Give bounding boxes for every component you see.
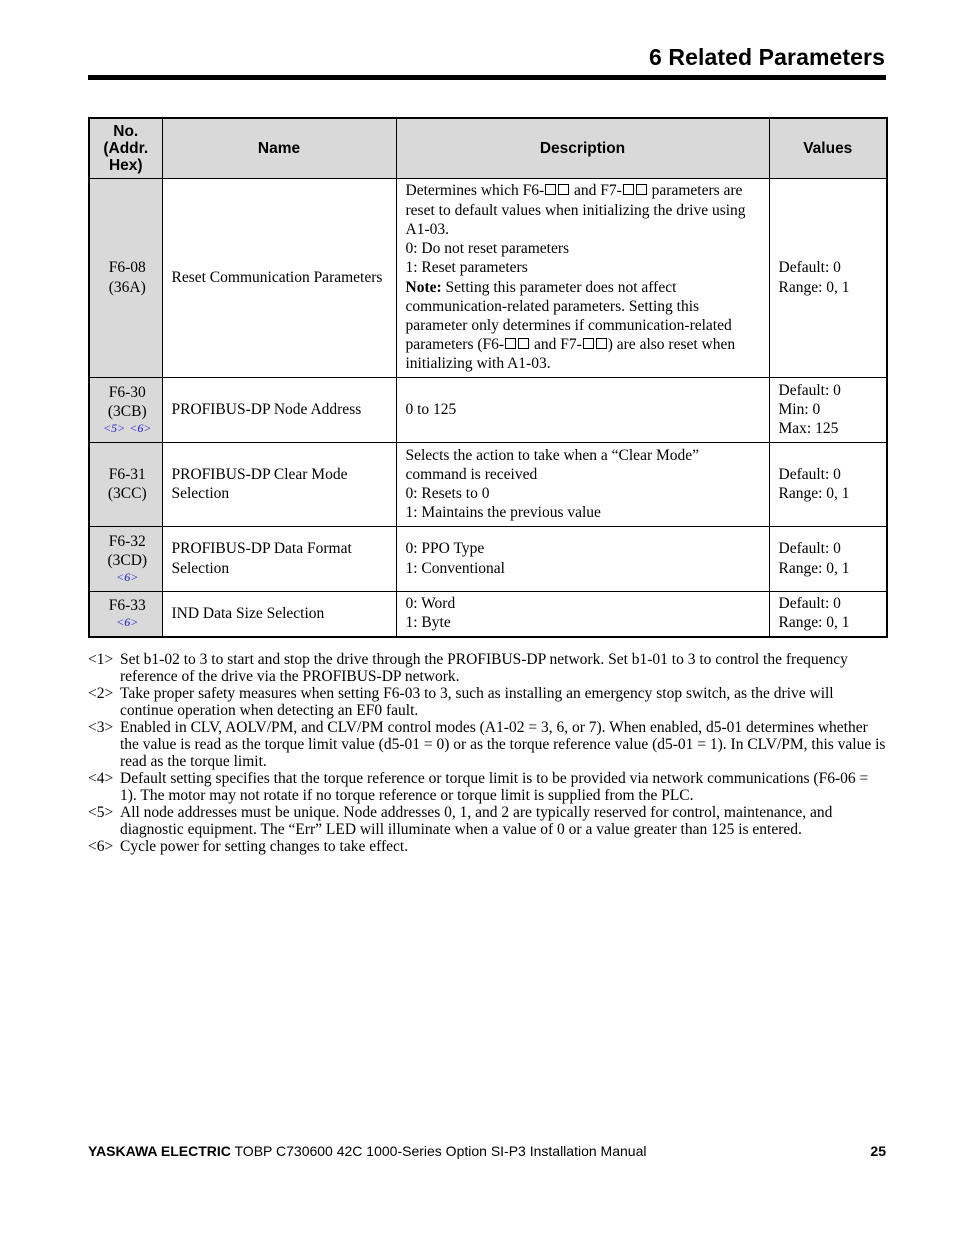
footnote-mark: <1> (88, 651, 114, 668)
value-line: Range: 0, 1 (778, 278, 850, 296)
param-values (769, 527, 887, 592)
description-line: 1: Reset parameters (405, 259, 528, 277)
param-address: (3CC) (107, 485, 147, 502)
placeholder-box-icon (623, 184, 634, 195)
col-header-no (89, 118, 162, 179)
description-text: Setting this parameter does not affect communication-related parameters. Setting this parameter only determines if communication-related parameters (F6- (405, 278, 732, 354)
table-row (89, 179, 887, 378)
value-line: Default: 0 (778, 381, 841, 399)
param-name: IND Data Size Selection (162, 592, 396, 637)
param-number: F6-32 (108, 532, 146, 550)
description-text: and F7- (570, 182, 622, 200)
footnote-item (88, 719, 888, 770)
footnote-item (88, 770, 888, 804)
value-line: Range: 0, 1 (778, 614, 850, 632)
parameter-table (88, 117, 888, 638)
footnotes (88, 651, 888, 855)
page-footer (88, 1143, 886, 1159)
footnote-refs (99, 570, 156, 585)
table-header-row (89, 118, 887, 179)
footnote-mark: <5> (88, 804, 114, 821)
description-line: 1: Conventional (405, 559, 505, 577)
footnote-ref-link[interactable]: <6> (116, 615, 139, 630)
table-row (89, 527, 887, 592)
footnote-text: Cycle power for setting changes to take effect. (120, 838, 409, 855)
param-address: (3CD) (107, 552, 148, 569)
param-values (769, 179, 887, 378)
footnote-item (88, 685, 888, 719)
description-text: ) are also reset when initializing with A1-03. (405, 336, 736, 373)
footnote-text: Take proper safety measures when setting F6-03 to 3, such as installing an emergency stop switch, as the drive will continue operation when detecting an EF0 fault. (120, 685, 834, 719)
footnote-mark: <2> (88, 685, 114, 702)
footnote-mark: <4> (88, 770, 114, 787)
description-line: 0: Word (405, 595, 456, 613)
footnote-ref-link[interactable]: <5> (103, 421, 126, 436)
section-title: 6 Related Parameters (649, 44, 885, 70)
param-description (396, 378, 769, 443)
footnote-item (88, 804, 888, 838)
placeholder-box-icon (505, 338, 516, 349)
param-name: PROFIBUS-DP Data Format Selection (162, 527, 396, 592)
description-line: 0: Resets to 0 (405, 485, 490, 502)
param-number-cell (89, 527, 162, 592)
param-description (396, 179, 769, 378)
footnote-text: Set b1-02 to 3 to start and stop the drive through the PROFIBUS-DP network. Set b1-01 to 3 to control the frequency reference of the drive via the PROFIBUS-DP network. (120, 651, 848, 685)
param-values (769, 592, 887, 637)
footer-manual-name: TOBP C730600 42C 1000-Series Option SI-P3 Installation Manual (230, 1143, 647, 1159)
placeholder-box-icon (596, 338, 607, 349)
table-row (89, 378, 887, 443)
col-header-no-line1: No. (113, 123, 139, 140)
description-line: 0: PPO Type (405, 540, 485, 558)
placeholder-box-icon (583, 338, 594, 349)
param-address: (3CB) (107, 403, 147, 420)
value-line: Default: 0 (778, 259, 841, 277)
footnote-ref-link[interactable]: <6> (129, 421, 152, 436)
footnote-refs (99, 615, 156, 630)
param-number-cell (89, 443, 162, 527)
param-description (396, 527, 769, 592)
param-description (396, 443, 769, 527)
footnote-text: Enabled in CLV, AOLV/PM, and CLV/PM control modes (A1-02 = 3, 6, or 7). When enabled, d5-01 determines whether the value is read as the torque limit value (d5-01 = 0) or as the torque reference value (d5-01 = 1). In CLV/PM, this value is read as the torque limit. (120, 719, 886, 770)
param-name: PROFIBUS-DP Node Address (162, 378, 396, 443)
param-description (396, 592, 769, 637)
table-row (89, 592, 887, 637)
param-address: (36A) (108, 278, 146, 296)
placeholder-box-icon (518, 338, 529, 349)
value-line: Default: 0 (778, 595, 841, 613)
footer-manual-title (88, 1143, 646, 1159)
footnote-item (88, 651, 888, 685)
footnote-item (88, 838, 888, 855)
footnote-refs (99, 421, 156, 436)
page-number: 25 (870, 1143, 886, 1159)
description-line: 1: Maintains the previous value (405, 504, 601, 522)
table-row (89, 443, 887, 527)
footnote-mark: <6> (88, 838, 114, 855)
note-label: Note: (405, 278, 442, 296)
description-line (406, 181, 763, 239)
param-number: F6-33 (108, 597, 146, 615)
description-line: Selects the action to take when a “Clear Mode” command is received (405, 446, 700, 483)
value-line: Max: 125 (778, 420, 839, 438)
placeholder-box-icon (545, 184, 556, 195)
param-number: F6-08 (108, 259, 146, 277)
footer-brand: YASKAWA ELECTRIC (88, 1143, 231, 1159)
param-values (769, 443, 887, 527)
placeholder-box-icon (636, 184, 647, 195)
header-rule (88, 75, 886, 80)
description-note (406, 278, 763, 374)
footnote-mark: <3> (88, 719, 114, 736)
value-line: Range: 0, 1 (778, 485, 850, 502)
col-header-no-line3: Hex) (108, 157, 143, 174)
description-line: 0 to 125 (405, 400, 457, 418)
col-header-name: Name (162, 118, 396, 179)
param-number-cell (89, 378, 162, 443)
col-header-no-line2: (Addr. (103, 140, 149, 157)
description-text: Determines which F6- (405, 182, 545, 200)
col-header-values: Values (769, 118, 887, 179)
footnote-text: All node addresses must be unique. Node addresses 0, 1, and 2 are typically reserved for control, maintenance, and diagnostic equipment. The “Err” LED will illuminate when a value of 0 or a value greater than 125 is entered. (120, 804, 833, 838)
description-text: parameters are reset to default values when initializing the drive using A1-03. (405, 182, 746, 238)
footnote-ref-link[interactable]: <6> (116, 570, 139, 585)
description-line: 0: Do not reset parameters (405, 240, 570, 258)
value-line: Default: 0 (778, 540, 841, 558)
value-line: Range: 0, 1 (778, 559, 850, 577)
description-text: and F7- (530, 336, 582, 354)
param-number: F6-31 (108, 465, 146, 483)
value-line: Min: 0 (778, 400, 821, 418)
placeholder-box-icon (558, 184, 569, 195)
footnote-text: Default setting specifies that the torque reference or torque limit is to be provided via network communications (F6-06 = 1). The motor may not rotate if no torque reference or torque limit is supplied from the PLC. (120, 770, 869, 804)
param-number: F6-30 (108, 383, 146, 401)
col-header-description: Description (396, 118, 769, 179)
description-line: 1: Byte (405, 614, 451, 632)
param-number-cell (89, 592, 162, 637)
param-values (769, 378, 887, 443)
param-name: PROFIBUS-DP Clear Mode Selection (162, 443, 396, 527)
value-line: Default: 0 (778, 465, 841, 483)
param-name: Reset Communication Parameters (162, 179, 396, 378)
param-number-cell (89, 179, 162, 378)
